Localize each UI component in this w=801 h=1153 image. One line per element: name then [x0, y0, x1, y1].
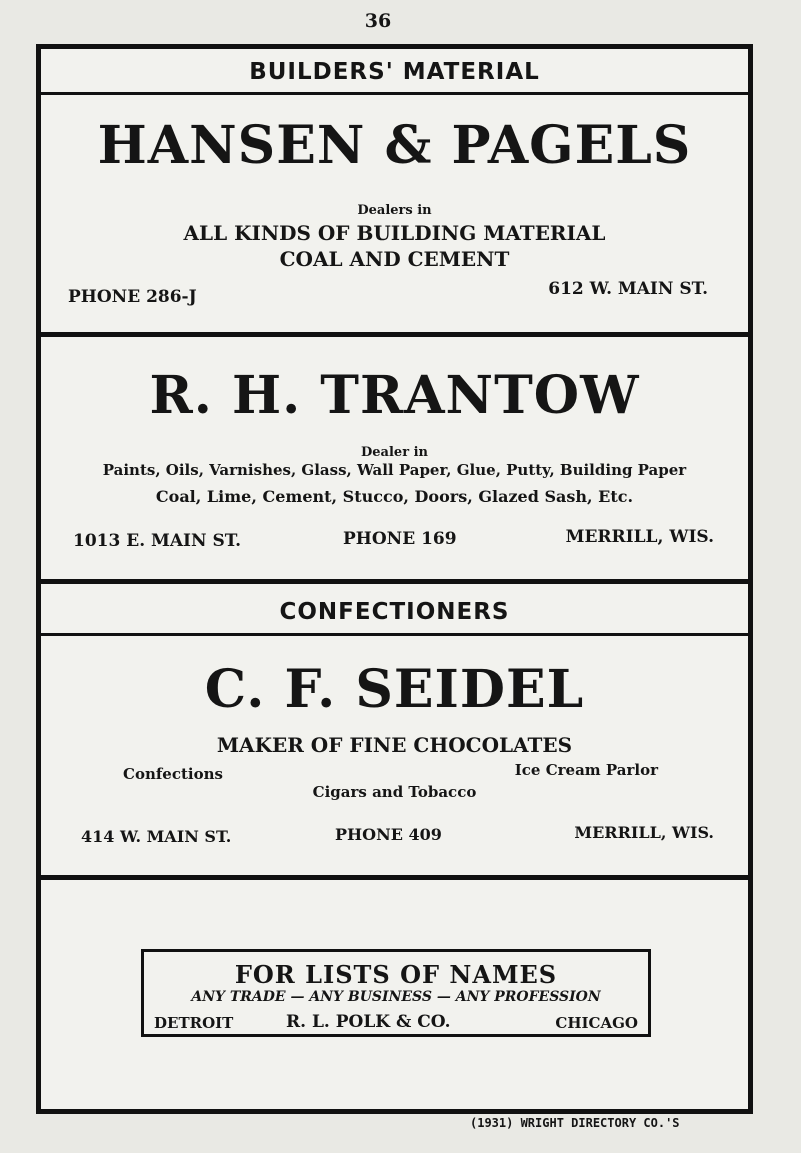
hansen-line-1: ALL KINDS OF BUILDING MATERIAL — [183, 221, 606, 245]
seidel-city: MERRILL, WIS. — [574, 823, 714, 842]
seidel-ice-cream: Ice Cream Parlor — [514, 761, 658, 779]
page-number: 36 — [364, 10, 392, 32]
polk-right-city: CHICAGO — [555, 1014, 638, 1032]
divider — [41, 633, 748, 636]
trantow-address: 1013 E. MAIN ST. — [73, 531, 242, 551]
polk-title: FOR LISTS OF NAMES — [234, 960, 558, 989]
trantow-city: MERRILL, WIS. — [565, 527, 714, 547]
polk-left-city: DETROIT — [154, 1014, 234, 1032]
seidel-name: C. F. SEIDEL — [204, 659, 585, 720]
trantow-phone: PHONE 169 — [343, 529, 457, 549]
trantow-line-2: Coal, Lime, Cement, Stucco, Doors, Glazed Sash, Etc. — [155, 487, 634, 506]
polk-company: R. L. POLK & CO. — [286, 1012, 451, 1032]
divider — [41, 332, 748, 337]
trantow-line-1: Paints, Oils, Varnishes, Glass, Wall Paper, Glue, Putty, Building Paper — [102, 461, 687, 479]
hansen-phone: PHONE 286-J — [68, 287, 197, 307]
polk-advertisement-box — [141, 949, 651, 1037]
hansen-dealers-in: Dealers in — [357, 203, 432, 218]
divider — [41, 579, 748, 584]
divider — [41, 92, 748, 95]
confectioners-heading: CONFECTIONERS — [279, 599, 510, 625]
polk-subtitle: ANY TRADE — ANY BUSINESS — ANY PROFESSION — [191, 989, 601, 1005]
seidel-tagline: MAKER OF FINE CHOCOLATES — [216, 733, 573, 757]
seidel-address: 414 W. MAIN ST. — [81, 827, 232, 846]
hansen-line-2: COAL AND CEMENT — [279, 247, 510, 271]
seidel-cigars: Cigars and Tobacco — [312, 783, 477, 801]
trantow-dealer-in: Dealer in — [361, 445, 428, 460]
divider — [41, 875, 748, 880]
trantow-name: R. H. TRANTOW — [149, 365, 640, 426]
builders-material-heading: BUILDERS' MATERIAL — [249, 59, 540, 85]
seidel-phone: PHONE 409 — [335, 825, 442, 844]
directory-page-frame — [36, 44, 753, 1114]
seidel-confections: Confections — [123, 765, 223, 783]
publisher-footer: (1931) WRIGHT DIRECTORY CO.'S — [470, 1116, 680, 1130]
hansen-address: 612 W. MAIN ST. — [548, 279, 708, 299]
hansen-pagels-name: HANSEN & PAGELS — [97, 115, 692, 176]
